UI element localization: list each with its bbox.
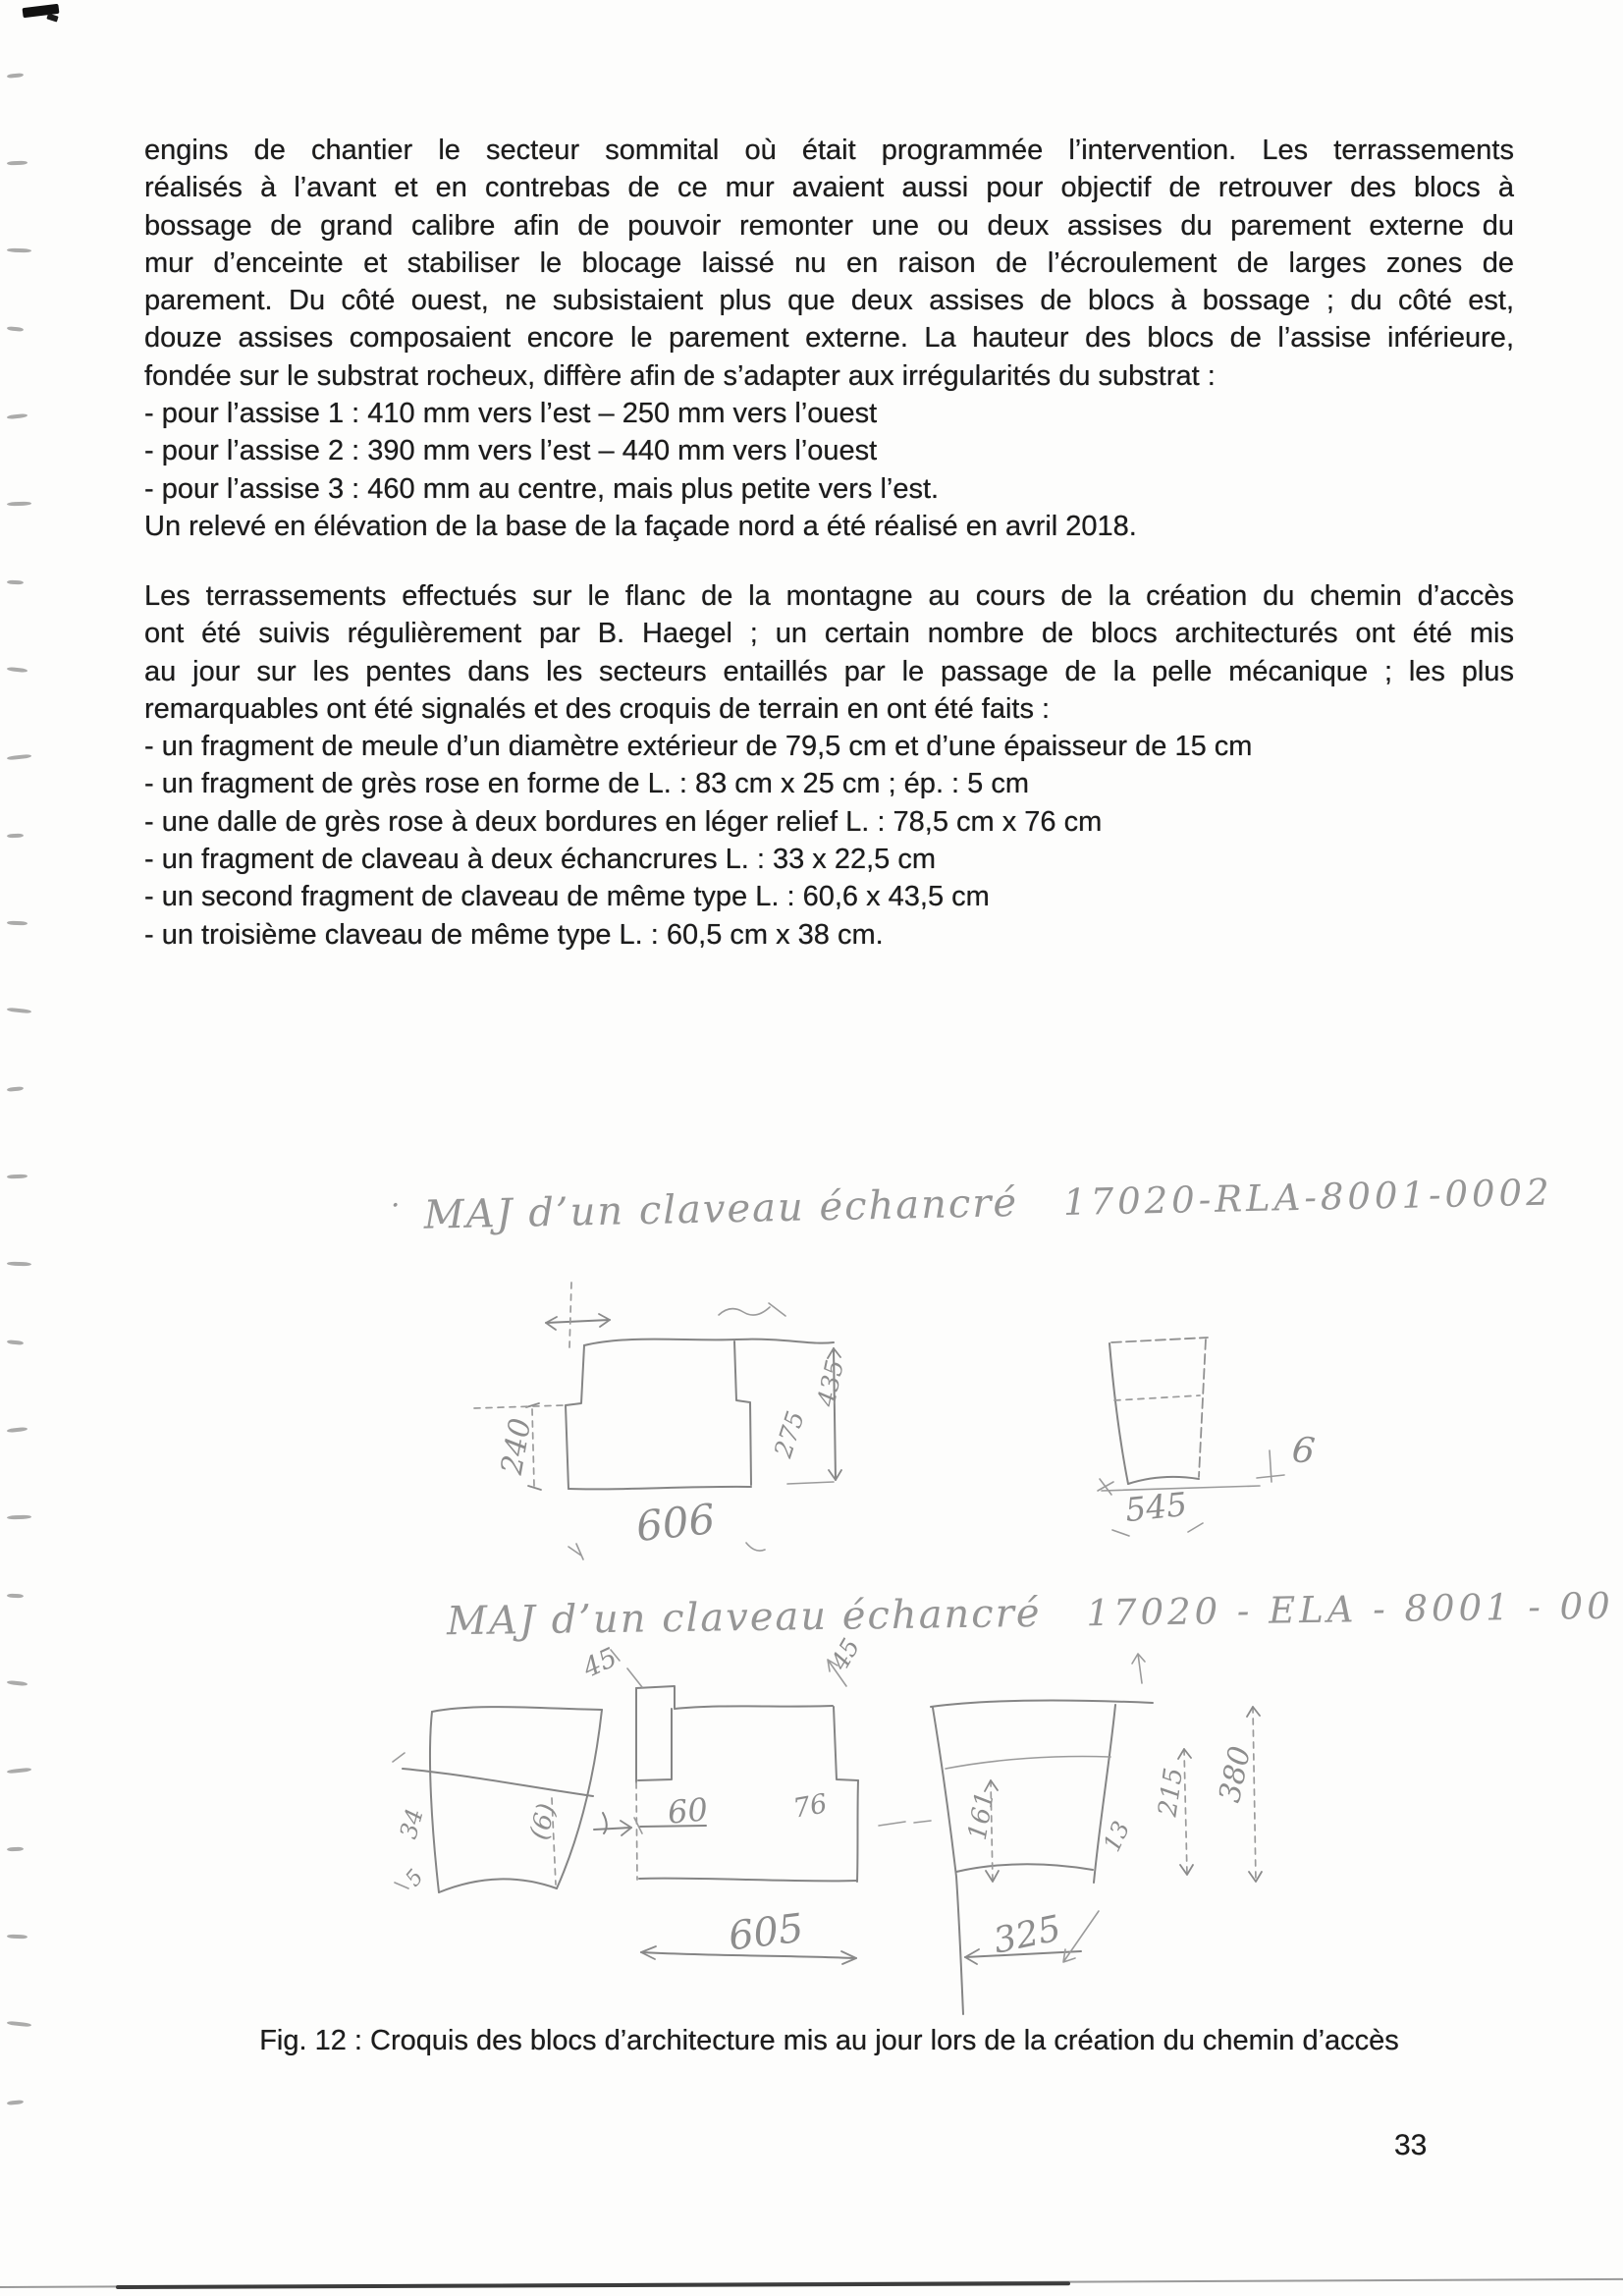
binding-mark xyxy=(7,754,31,761)
text-line: - un fragment de grès rose en forme de L. : 83 cm x 25 cm ; ép. : 5 cm xyxy=(144,768,1030,800)
sketch-claveau-1 xyxy=(363,1257,1414,1571)
sketch-dimension-label: 545 xyxy=(1123,1484,1189,1530)
binding-mark xyxy=(7,1262,31,1267)
handwritten-note-1-text: MAJ d’un claveau échancré xyxy=(423,1180,1019,1238)
sketch-dimension-label: 605 xyxy=(726,1905,806,1960)
binding-mark xyxy=(7,921,27,926)
handwritten-note-1-reference: 17020-RLA-8001-0002 xyxy=(1062,1171,1554,1225)
scan-edge-shadow xyxy=(116,2281,1070,2289)
sketch-dimension-label: 60 xyxy=(666,1790,710,1831)
text-line: - une dalle de grès rose à deux bordures en léger relief L. : 78,5 cm x 76 cm xyxy=(144,805,1103,838)
binding-mark xyxy=(7,580,24,585)
paragraph-blocs-architectures xyxy=(144,577,1514,954)
binding-mark xyxy=(7,667,27,673)
binding-mark xyxy=(7,1594,24,1599)
text-line: - pour l’assise 3 : 460 mm au centre, mais plus petite vers l’est. xyxy=(144,472,940,505)
sketch-dimension-label: 380 xyxy=(1213,1743,1259,1806)
handwritten-note-2-text: MAJ d’un claveau échancré xyxy=(446,1590,1042,1645)
sketch-dimension-label: 5 xyxy=(401,1865,429,1892)
binding-mark xyxy=(7,1086,24,1092)
sketch-dimension-label: 34 xyxy=(394,1805,429,1842)
sketch-dimension-label: 6 xyxy=(1289,1429,1318,1473)
text-line: mur d’enceinte et stabiliser le blocage laissé nu en raison de l’écroulement de larges zones de xyxy=(144,246,1514,279)
text-line: douze assises composaient encore le parement externe. La hauteur des blocs de l’assise inférieure, xyxy=(144,322,1514,355)
text-line: - un fragment de claveau à deux échancrures L. : 33 x 22,5 cm xyxy=(144,844,937,876)
text-line: parement. Du côté ouest, ne subsistaient plus que deux assises de blocs à bossage ; du côté est, xyxy=(144,285,1514,317)
figure-caption: Fig. 12 : Croquis des blocs d’architecture mis au jour lors de la création du chemin d’accès xyxy=(259,2025,1399,2056)
text-line: remarquables ont été signalés et des croquis de terrain en ont été faits : xyxy=(144,692,1051,725)
text-line: - pour l’assise 1 : 410 mm vers l’est – 250 mm vers l’ouest xyxy=(144,398,878,430)
handwritten-note-2-reference: 17020 - ELA - 8001 - 00 xyxy=(1086,1584,1615,1635)
sketch-dimension-label: 45 xyxy=(578,1642,622,1684)
binding-mark xyxy=(7,1847,24,1852)
handwritten-note-1 xyxy=(391,1165,1553,1239)
sketch-dimension-label: 13 xyxy=(1098,1817,1136,1856)
binding-mark xyxy=(7,1515,31,1520)
text-line: - pour l’assise 2 : 390 mm vers l’est – 440 mm vers l’ouest xyxy=(144,435,878,467)
sketch-dimension-label: 45 xyxy=(825,1633,866,1675)
binding-mark xyxy=(7,1768,31,1775)
text-line: engins de chantier le secteur sommital où était programmée l’intervention. Les terrassements xyxy=(144,135,1514,166)
sketch-dimension-label: 275 xyxy=(768,1407,811,1461)
text-line: Les terrassements effectués sur le flanc de la montagne au cours de la création du chemin d’accès xyxy=(144,580,1514,612)
binding-mark xyxy=(7,834,24,839)
handwritten-dot: · xyxy=(390,1188,401,1224)
binding-mark xyxy=(7,248,31,253)
paragraph-terrassements xyxy=(144,132,1514,545)
text-line: - un fragment de meule d’un diamètre extérieur de 79,5 cm et d’une épaisseur de 15 cm xyxy=(144,731,1253,763)
binding-mark xyxy=(7,1175,27,1179)
page-number: 33 xyxy=(1394,2129,1428,2161)
text-line: - un second fragment de claveau de même type L. : 60,6 x 43,5 cm xyxy=(144,881,990,913)
sketch-dimension-label: 240 xyxy=(494,1415,539,1478)
binding-mark xyxy=(7,73,24,79)
binding-mark xyxy=(7,1339,24,1345)
binding-mark xyxy=(7,2021,31,2028)
binding-mark xyxy=(7,161,27,166)
binding-mark xyxy=(7,326,24,332)
sketch-dimension-label: 325 xyxy=(990,1908,1065,1962)
text-line: réalisés à l’avant et en contrebas de ce mur avaient aussi pour objectif de retrouver des blocs à xyxy=(144,172,1514,204)
text-line: ont été suivis régulièrement par B. Haegel ; un certain nombre de blocs architecturés ont été mis xyxy=(144,618,1514,650)
sketch-dimension-label: 76 xyxy=(790,1788,830,1825)
binding-mark xyxy=(7,1427,27,1433)
text-line: fondée sur le substrat rocheux, diffère afin de s’adapter aux irrégularités du substrat : xyxy=(144,359,1216,392)
binding-mark xyxy=(7,502,31,507)
sketch-dimension-label: 606 xyxy=(633,1494,718,1552)
sketch-dimension-label: 215 xyxy=(1153,1766,1190,1819)
binding-mark xyxy=(7,413,27,419)
text-line: - un troisième claveau de même type L. : 60,5 cm x 38 cm. xyxy=(144,918,884,951)
text-line: bossage de grand calibre afin de pouvoir remonter une ou deux assises du parement externe du xyxy=(144,209,1514,242)
binding-mark xyxy=(7,2100,24,2105)
binding-mark xyxy=(7,1680,27,1686)
scan-ink-mark xyxy=(46,13,58,22)
sketch-dimension-label: 161 xyxy=(962,1788,1001,1843)
sketch-dimension-label: (6) xyxy=(524,1800,563,1843)
text-line: Un relevé en élévation de la base de la façade nord a été réalisé en avril 2018. xyxy=(144,510,1137,542)
binding-mark xyxy=(7,1935,27,1940)
sketch-dimension-label: 435 xyxy=(811,1357,850,1409)
text-line: au jour sur les pentes dans les secteurs entaillés par le passage de la pelle mécanique ; les plus xyxy=(144,655,1514,687)
binding-mark xyxy=(7,1008,31,1014)
